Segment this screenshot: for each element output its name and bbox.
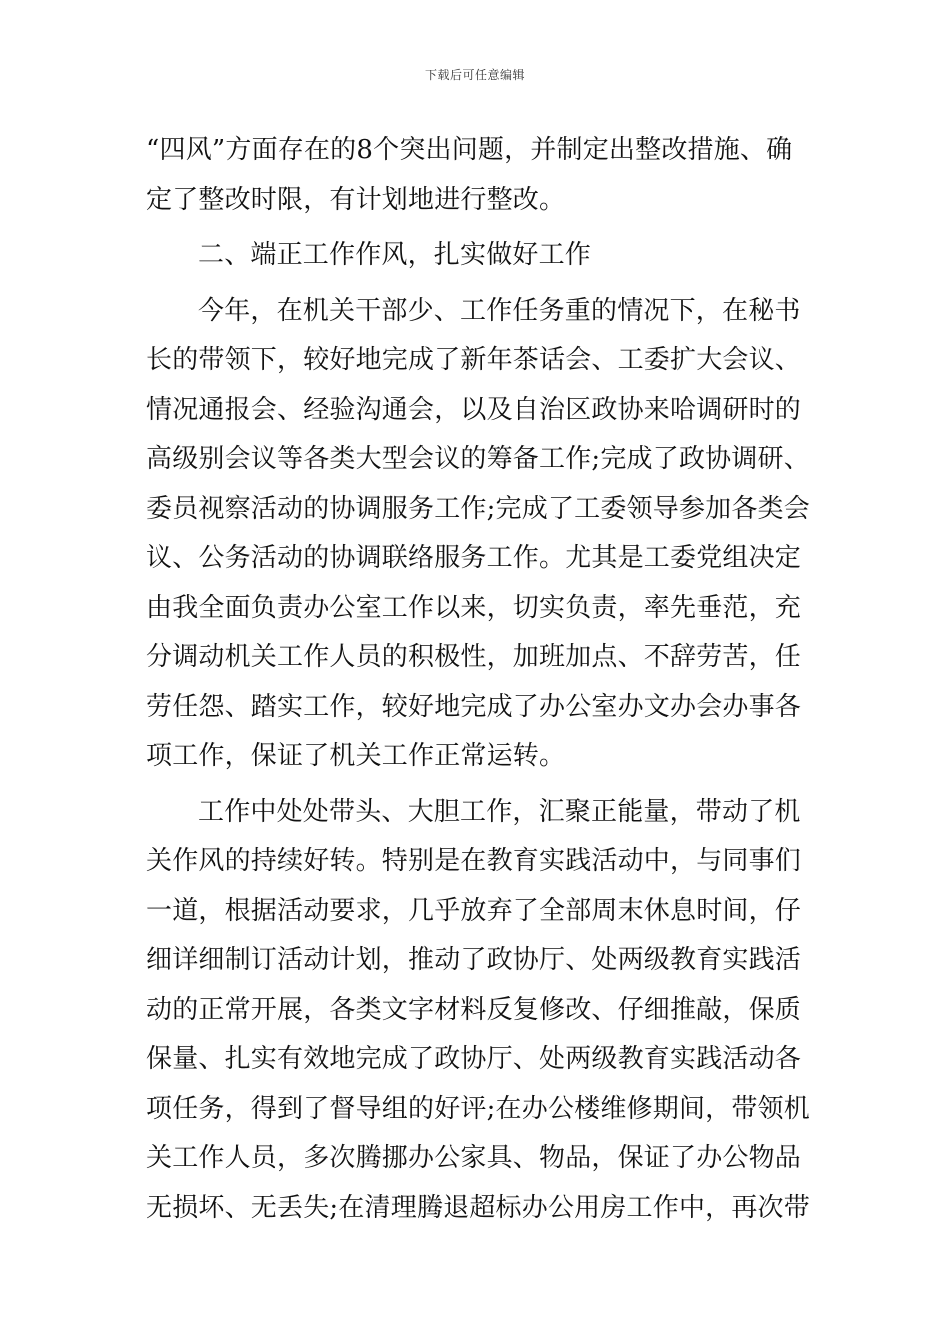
- text-line: 项任务，得到了督导组的好评;在办公楼维修期间，带领机: [146, 1093, 810, 1124]
- page-header: 下载后可任意编辑: [424, 68, 525, 82]
- text-line: 无损坏、无丢失;在清理腾退超标办公用房工作中，再次带: [146, 1192, 810, 1223]
- text-line: 情况通报会、经验沟通会，以及自治区政协来哈调研时的: [146, 394, 802, 425]
- section-heading: [146, 231, 806, 281]
- paragraph-2: [146, 287, 810, 782]
- text-line: 劳任怨、踏实工作，较好地完成了办公室办文办会办事各: [146, 691, 802, 722]
- text-line: 关工作人员，多次腾挪办公家具、物品，保证了办公物品: [146, 1143, 802, 1173]
- text-line: 分调动机关工作人员的积极性，加班加点、不辞劳苦，任: [146, 642, 802, 672]
- text-line: 工作中处处带头、大胆工作，汇聚正能量，带动了机: [198, 796, 801, 827]
- text-line: 长的带领下，较好地完成了新年茶话会、工委扩大会议、: [146, 345, 802, 375]
- text-line: 细详细制订活动计划，推动了政协厅、处两级教育实践活: [146, 945, 802, 975]
- text-line: 今年，在机关干部少、工作任务重的情况下，在秘书: [198, 295, 801, 326]
- text-line: “四风”方面存在的8个突出问题，并制定出整改措施、确: [146, 135, 793, 165]
- text-line: 定了整改时限，有计划地进行整改。: [146, 184, 566, 215]
- document-body: [146, 126, 810, 1233]
- text-line: 二、端正工作作风，扎实做好工作: [198, 240, 592, 270]
- text-line: 项工作，保证了机关工作正常运转。: [146, 741, 566, 771]
- text-line: 一道，根据活动要求，几乎放弃了全部周末休息时间，仔: [146, 895, 802, 926]
- text-line: 由我全面负责办公室工作以来，切实负责，率先垂范，充: [146, 592, 802, 623]
- text-line: 关作风的持续好转。特别是在教育实践活动中，与同事们: [146, 846, 802, 876]
- text-line: 高级别会议等各类大型会议的筹备工作;完成了政协调研、: [146, 444, 810, 474]
- paragraph-3: [146, 788, 810, 1234]
- paragraph-1: [146, 126, 806, 225]
- text-line: 议、公务活动的协调联络服务工作。尤其是工委党组决定: [146, 543, 802, 573]
- text-line: 动的正常开展，各类文字材料反复修改、仔细推敲，保质: [146, 994, 802, 1025]
- text-line: 委员视察活动的协调服务工作;完成了工委领导参加各类会: [146, 493, 810, 524]
- text-line: 保量、扎实有效地完成了政协厅、处两级教育实践活动各: [146, 1044, 802, 1074]
